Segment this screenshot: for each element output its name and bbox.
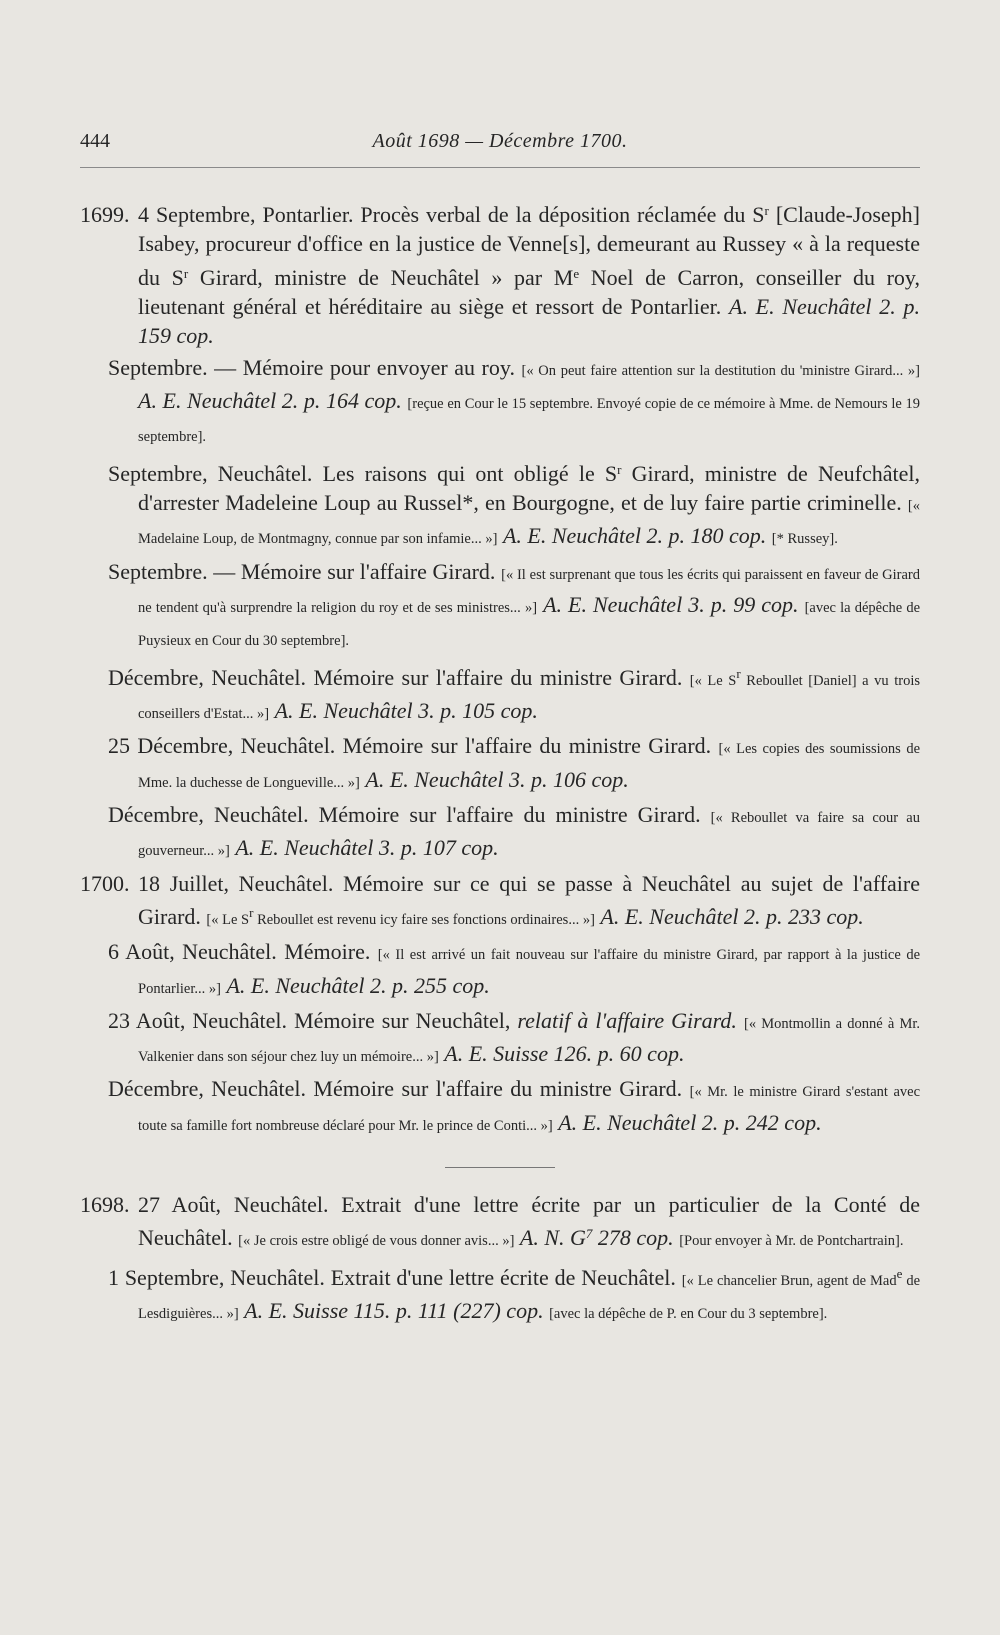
editorial-note: [* Russey]. xyxy=(771,531,838,548)
quote-note: [« Le Sr Reboullet est revenu icy faire ses fonctions ordinaires... »] xyxy=(206,904,595,928)
archive-reference: A. E. Neuchâtel 3. p. 105 cop. xyxy=(274,698,538,724)
superscript: r xyxy=(617,461,622,477)
quote-note: [« Il est arrivé un fait nouveau sur l'affaire du ministre Girard, par rapport à la justice de Pontarlier... »] xyxy=(138,947,921,997)
running-head xyxy=(80,130,920,162)
archive-reference: A. E. Suisse 115. p. 111 (227) cop. xyxy=(244,1298,544,1324)
archive-reference: A. E. Neuchâtel 3. p. 107 cop. xyxy=(235,835,499,861)
editorial-note: [avec la dépêche de P. en Cour du 3 septembre]. xyxy=(549,1306,828,1323)
quote-note: [« Le chancelier Brun, agent de Made de Lesdiguières... »] xyxy=(138,1265,921,1323)
entry-text: 18 Juillet, Neuchâtel. Mémoire sur ce qui se passe à Neuchâtel au sujet de l'affaire Girard. xyxy=(138,870,920,929)
entry xyxy=(80,1074,920,1141)
entry xyxy=(80,455,920,555)
entry-italic-text: relatif à l'affaire Girard. xyxy=(517,1007,737,1033)
quote-note: [« Les copies des soumissions de Mme. la duchesse de Longueville... »] xyxy=(138,741,920,791)
superscript: r xyxy=(764,203,769,218)
quote-note: [« Montmollin a donné à Mr. Valkenier dans son séjour chez luy un mémoire... »] xyxy=(138,1015,921,1066)
quote-note: [« Madelaine Loup, de Montmagny, connue par son infamie... »] xyxy=(138,498,921,548)
quote-note: [« Je crois estre obligé de vous donner avis... »] xyxy=(238,1233,515,1250)
archive-reference: A. E. Neuchâtel 2. p. 255 cop. xyxy=(226,972,490,998)
archive-reference: A. E. Neuchâtel 2. p. 159 cop. xyxy=(138,294,921,349)
entry-text: Septembre. — Mémoire pour envoyer au roy. xyxy=(108,354,515,380)
editorial-note: [reçue en Cour le 15 septembre. Envoyé copie de ce mémoire à Mme. de Nemours le 19 septembre]. xyxy=(138,396,921,446)
quote-note: [« Mr. le ministre Girard s'estant avec toute sa famille fort nombreuse déclaré pour Mr. le prince de Conti... »] xyxy=(138,1084,921,1134)
entry-text: 4 Septembre, Pontarlier. Procès verbal de la déposition réclamée du S xyxy=(138,202,765,228)
page-title: Août 1698 — Décembre 1700. xyxy=(372,130,628,152)
archive-reference: A. N. $G^7$ 278 cop. xyxy=(519,1225,674,1251)
superscript: r xyxy=(183,265,189,281)
entry xyxy=(80,731,920,798)
entry-text: Septembre, Neuchâtel. Les raisons qui ont obligé le S xyxy=(108,460,618,486)
entry xyxy=(80,1259,920,1330)
entry xyxy=(80,557,920,657)
entry-text: Décembre, Neuchâtel. Mémoire sur l'affaire du ministre Girard. xyxy=(108,664,683,690)
editorial-note: [avec la dépêche de Puysieux en Cour du 30 septembre]. xyxy=(138,599,921,650)
entry-text: [Claude-Joseph] Isabey, procureur d'office en la justice de Venne[s], demeurant au Russey « à la requeste du S xyxy=(138,202,920,290)
entry-text: Décembre, Neuchâtel. Mémoire sur l'affaire du ministre Girard. xyxy=(108,801,701,827)
entry-text: 23 Août, Neuchâtel. Mémoire sur Neuchâtel, xyxy=(108,1007,511,1033)
entry-text: 6 Août, Neuchâtel. Mémoire. xyxy=(108,939,371,965)
entry-year: 1698. xyxy=(80,1192,130,1218)
page-number: 444 xyxy=(80,130,110,152)
entry xyxy=(80,800,920,867)
entry-text: Septembre. — Mémoire sur l'affaire Girard. xyxy=(108,558,496,584)
entry-text: Girard, ministre de Neufchâtel, d'arrester Madeleine Loup au Russel*, en Bourgogne, et de luy faire partie criminelle. xyxy=(138,460,920,516)
archive-reference: A. E. Neuchâtel 2. p. 233 cop. xyxy=(600,903,864,929)
archive-reference: A. E. Neuchâtel 3. p. 106 cop. xyxy=(365,766,629,792)
quote-note: [« Le Sr Reboullet [Daniel] a vu trois conseillers d'Estat... »] xyxy=(138,665,920,723)
superscript: e xyxy=(573,265,580,281)
entry-text: 25 Décembre, Neuchâtel. Mémoire sur l'affaire du ministre Girard. xyxy=(108,733,712,759)
section-divider xyxy=(445,1167,555,1168)
archive-reference: A. E. Neuchâtel 2. p. 164 cop. xyxy=(138,388,402,414)
entry xyxy=(80,937,920,1004)
entry-text: Girard, ministre de Neuchâtel » par M xyxy=(188,264,574,290)
entry xyxy=(80,1006,920,1073)
archive-reference: A. E. Neuchâtel 2. p. 242 cop. xyxy=(558,1109,822,1135)
entry xyxy=(80,869,920,936)
entry xyxy=(80,659,920,730)
entry-text: Noel de Carron, conseiller du roy, lieutenant général et héréditaire au siège et ressort de Pontarlier. xyxy=(138,264,920,320)
header-rule xyxy=(80,167,920,168)
archive-reference: A. E. Suisse 126. p. 60 cop. xyxy=(444,1041,685,1067)
quote-note: [« On peut faire attention sur la destitution du 'ministre Girard... »] xyxy=(521,362,920,379)
entry-text: Décembre, Neuchâtel. Mémoire sur l'affaire du ministre Girard. xyxy=(108,1076,683,1102)
entry-text: 1 Septembre, Neuchâtel. Extrait d'une lettre écrite de Neuchâtel. xyxy=(108,1264,676,1290)
editorial-note: [Pour envoyer à Mr. de Pontchartrain]. xyxy=(679,1233,904,1250)
quote-note: [« Il est surprenant que tous les écrits qui paraissent en faveur de Girard ne tendent qu'à surprendre la religion du roy et de ses ministres... »] xyxy=(138,566,921,616)
entry-year: 1699. xyxy=(80,202,130,228)
entry xyxy=(80,196,920,351)
entry-text: 27 Août, Neuchâtel. Extrait d'une lettre écrite par un particulier de la Conté de Neuchâtel. xyxy=(138,1192,920,1251)
quote-note: [« Reboullet va faire sa cour au gouverneur... »] xyxy=(138,809,920,860)
archive-reference: A. E. Neuchâtel 2. p. 180 cop. xyxy=(502,523,767,549)
entries-list xyxy=(80,196,920,1331)
entry xyxy=(80,1190,920,1257)
entry xyxy=(80,353,920,453)
archive-reference: A. E. Neuchâtel 3. p. 99 cop. xyxy=(543,591,799,617)
entry-year: 1700. xyxy=(80,870,130,896)
